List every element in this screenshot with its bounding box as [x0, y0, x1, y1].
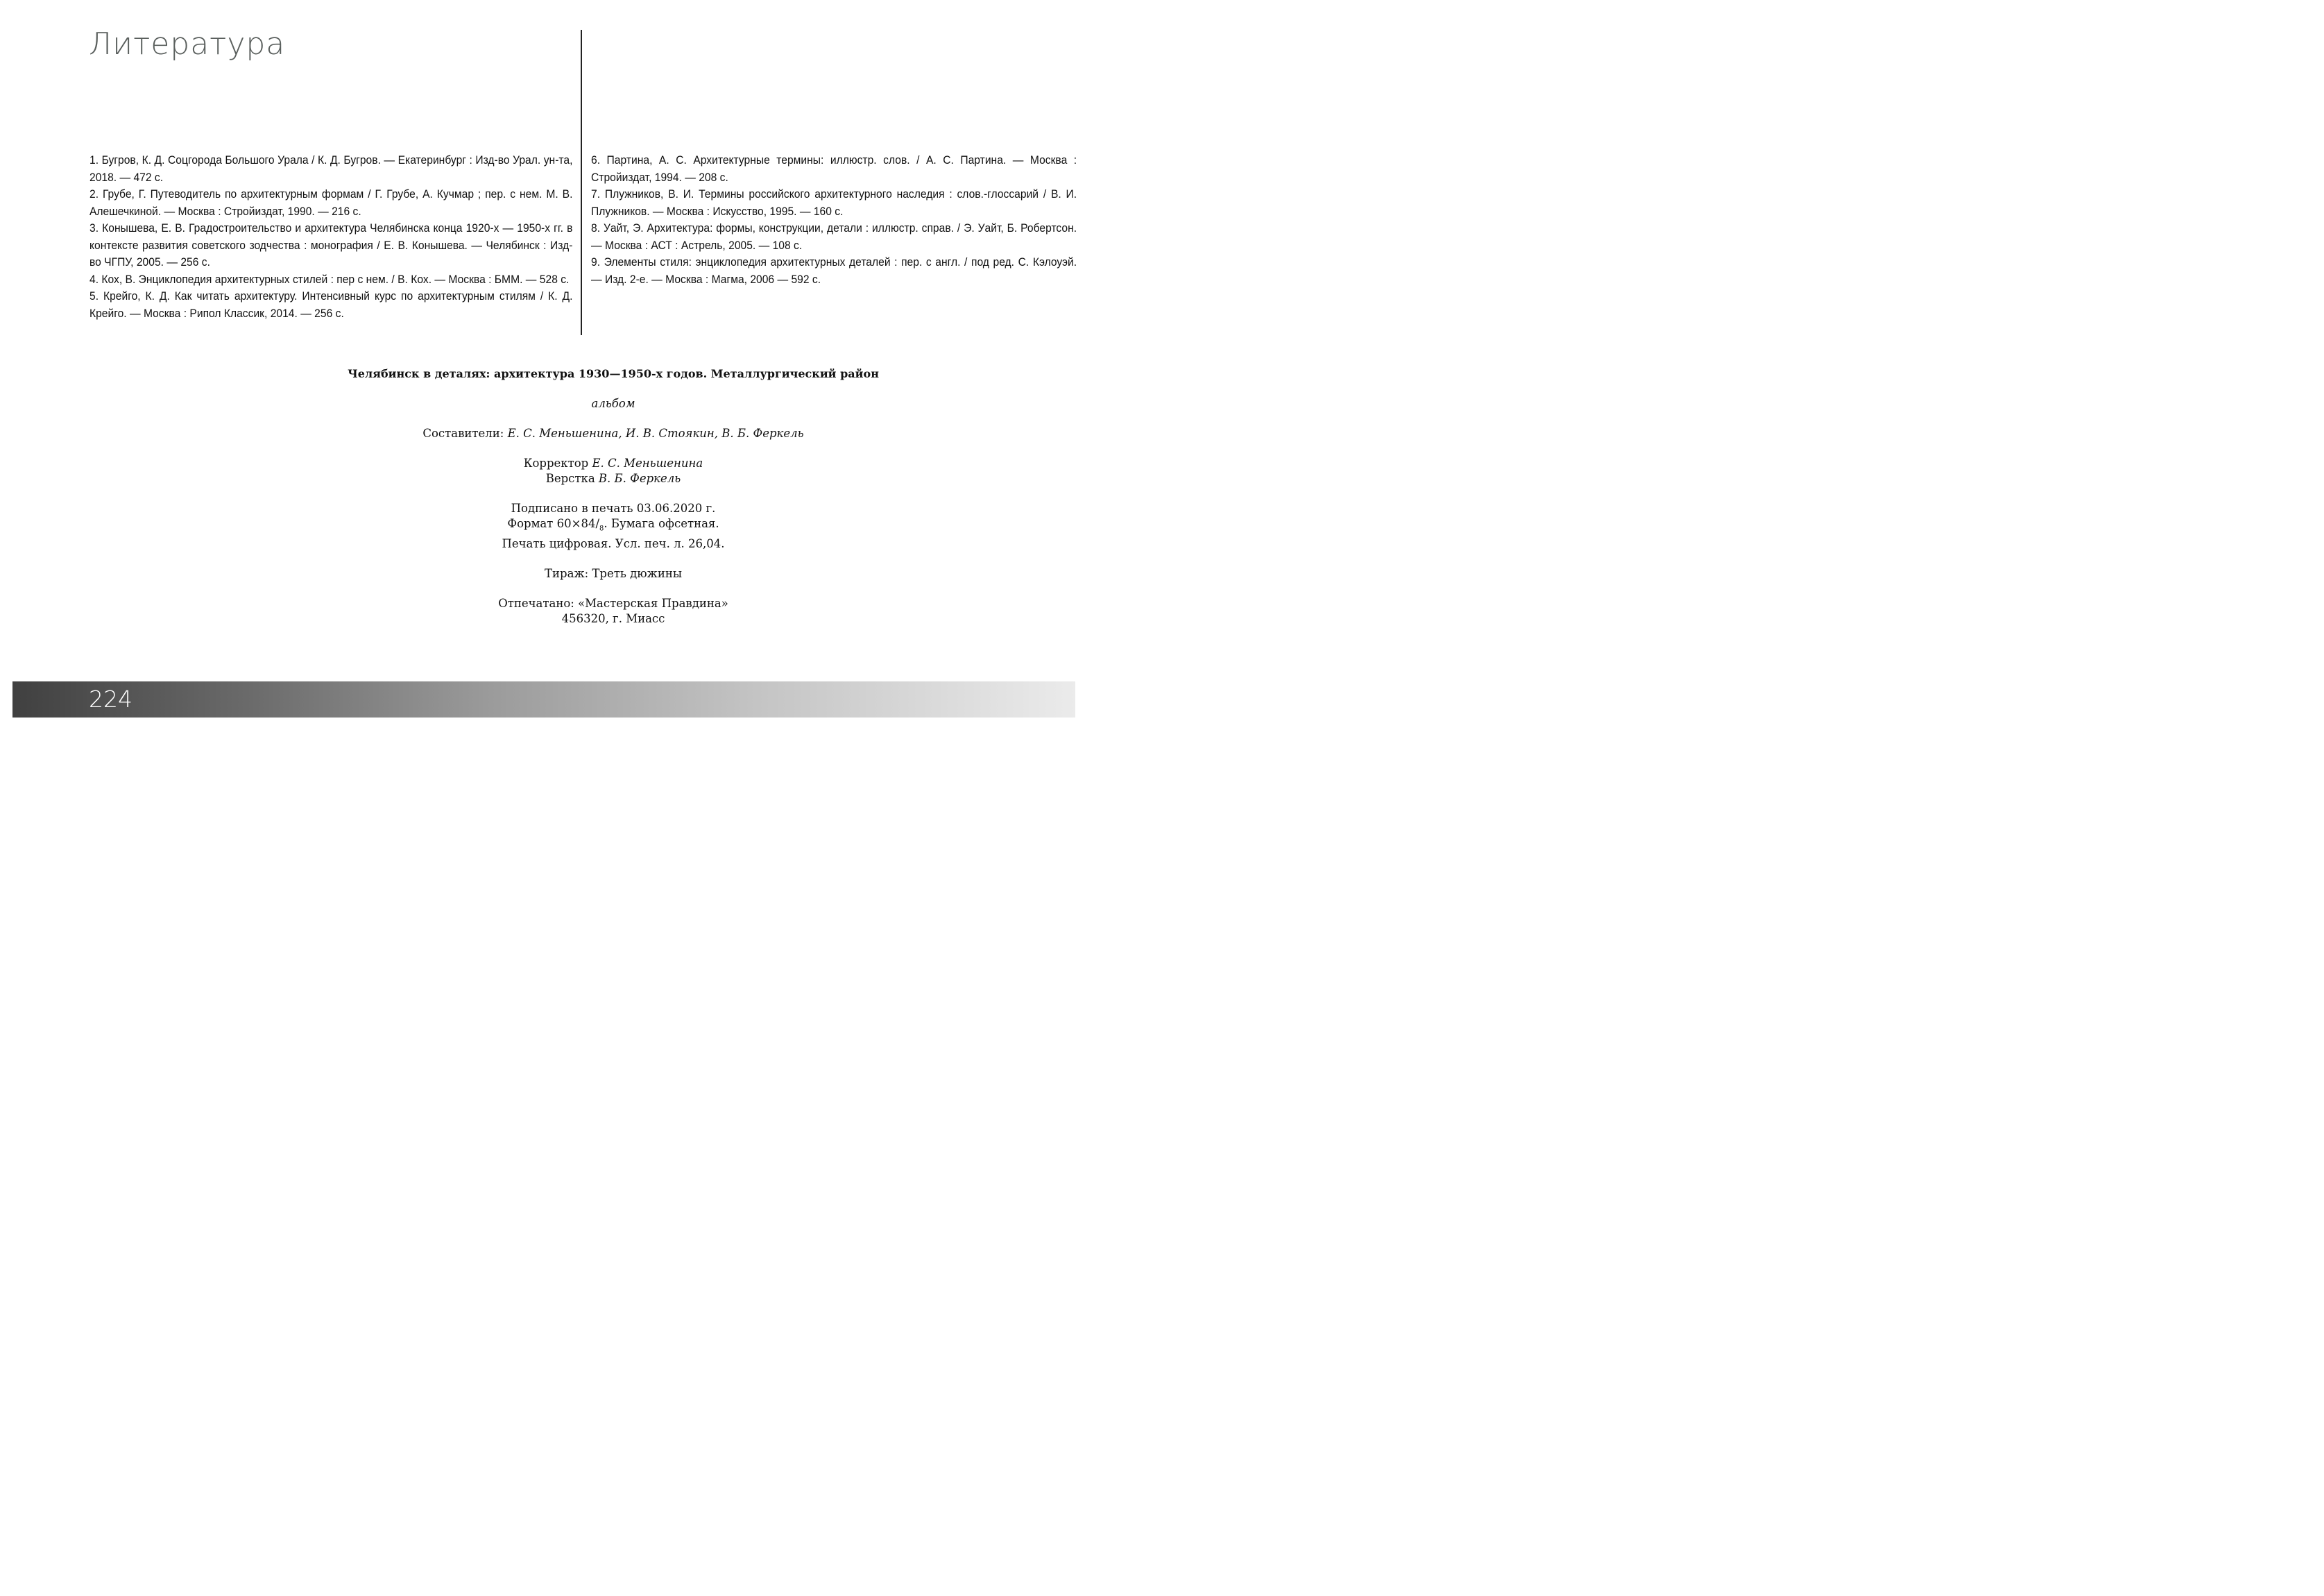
page-title: Литература	[89, 26, 286, 62]
signed-line: Подписано в печать 03.06.2020 г.	[511, 502, 716, 515]
format-line	[266, 516, 960, 536]
reference-item: 3. Конышева, Е. В. Градостроительство и архитектура Челябинска конца 1920-х — 1950-х гг. в контексте развития советского зодчества : монография / Е. В. Конышева. — Челябинск : Изд-во ЧГПУ, 2005. — 256 с.	[89, 221, 573, 269]
layout-label: Верстка	[545, 472, 595, 485]
proofreader-name: Е. С. Меньшенина	[592, 457, 703, 470]
reference-item: 9. Элементы стиля: энциклопедия архитектурных деталей : пер. с англ. / под ред. С. Кэлоуэй. — Изд. 2-е. — Москва : Магма, 2006 — 592 с.	[591, 255, 1077, 286]
reference-item: 5. Крейго, К. Д. Как читать архитектуру. Интенсивный курс по архитектурным стилям / К. Д. Крейго. — Москва : Рипол Классик, 2014. — 256 с.	[89, 289, 573, 320]
book-title: Челябинск в деталях: архитектура 1930—1950-х годов. Металлургический район	[348, 367, 879, 380]
layout-line	[266, 471, 960, 486]
layout-name: В. Б. Феркель	[598, 472, 681, 485]
reference-item: 7. Плужников, В. И. Термины российского архитектурного наследия : слов.-глоссарий / В. И. Плужников. — Москва : Искусство, 1995. — 160 с.	[591, 187, 1077, 218]
compilers-line	[266, 426, 960, 441]
print-info-line: Печать цифровая. Усл. печ. л. 26,04.	[502, 537, 725, 551]
proofreader-label: Корректор	[523, 457, 589, 470]
reference-list-right	[591, 152, 1077, 288]
compilers-label: Составители:	[422, 427, 504, 440]
book-genre: альбом	[591, 397, 635, 410]
footer-bar	[12, 681, 1075, 718]
reference-list-left	[89, 152, 572, 322]
proofreader-line	[266, 456, 960, 471]
format-prefix: Формат 60×84/	[507, 517, 600, 530]
imprint-block	[266, 366, 960, 627]
page-number: 224	[89, 686, 133, 713]
compilers-names: Е. С. Меньшенина, И. В. Стоякин, В. Б. Феркель	[507, 427, 804, 440]
format-subscript: 8	[599, 525, 604, 533]
column-divider	[581, 30, 582, 335]
reference-item: 8. Уайт, Э. Архитектура: формы, конструкции, детали : иллюстр. справ. / Э. Уайт, Б. Робертсон. — Москва : АСТ : Астрель, 2005. — 108 с.	[591, 221, 1077, 252]
reference-item: 1. Бугров, К. Д. Соцгорода Большого Урала / К. Д. Бугров. — Екатеринбург : Изд-во Урал. ун-та, 2018. — 472 с.	[89, 153, 573, 184]
circulation-line: Тираж: Треть дюжины	[545, 567, 682, 581]
format-suffix: . Бумага офсетная.	[604, 517, 719, 530]
printer-address: 456320, г. Миасс	[561, 612, 665, 626]
reference-item: 4. Кох, В. Энциклопедия архитектурных стилей : пер с нем. / В. Кох. — Москва : БММ. — 528 с.	[89, 272, 570, 286]
printer-line: Отпечатано: «Мастерская Правдина»	[498, 597, 728, 611]
reference-item: 2. Грубе, Г. Путеводитель по архитектурным формам / Г. Грубе, А. Кучмар ; пер. с нем. М. В. Алешечкиной. — Москва : Стройиздат, 1990. — 216 с.	[89, 187, 573, 218]
reference-item: 6. Партина, А. С. Архитектурные термины: иллюстр. слов. / А. С. Партина. — Москва : Стройиздат, 1994. — 208 с.	[591, 153, 1077, 184]
